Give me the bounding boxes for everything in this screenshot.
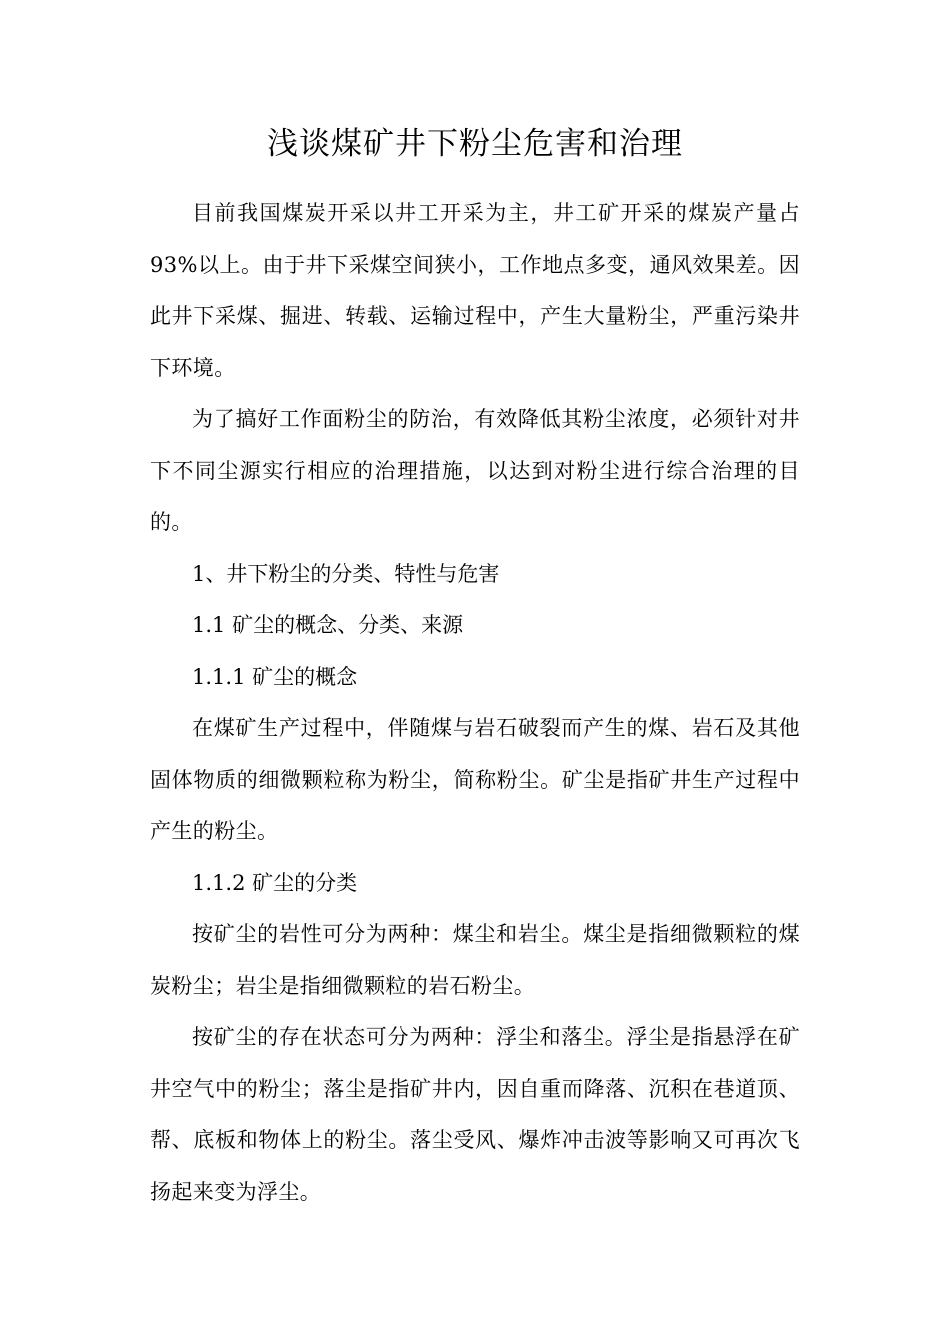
document-body <box>150 188 800 1218</box>
section-1-1-1-paragraph: 在煤矿生产过程中，伴随煤与岩石破裂而产生的煤、岩石及其他固体物质的细微颗粒称为粉尘，简称粉尘。矿尘是指矿井生产过程中产生的粉尘。 <box>150 716 800 843</box>
section-1-1-2-heading: 1.1.2 矿尘的分类 <box>192 870 358 895</box>
section-1-1-2-paragraph-1: 按矿尘的岩性可分为两种：煤尘和岩尘。煤尘是指细微颗粒的煤炭粉尘；岩尘是指细微颗粒的岩石粉尘。 <box>150 922 800 998</box>
section-1-1-heading: 1.1 矿尘的概念、分类、来源 <box>192 613 464 637</box>
intro-paragraph-2: 为了搞好工作面粉尘的防治，有效降低其粉尘浓度，必须针对井下不同尘源实行相应的治理措施，以达到对粉尘进行综合治理的目的。 <box>150 407 800 534</box>
section-1-1-1-heading: 1.1.1 矿尘的概念 <box>192 664 358 689</box>
section-1-1-2-paragraph-2: 按矿尘的存在状态可分为两种：浮尘和落尘。浮尘是指悬浮在矿井空气中的粉尘；落尘是指矿井内，因自重而降落、沉积在巷道顶、帮、底板和物体上的粉尘。落尘受风、爆炸冲击波等影响又可再次飞扬起来变为浮尘。 <box>150 1025 800 1204</box>
document-title: 浅谈煤矿井下粉尘危害和治理 <box>267 126 683 162</box>
intro-paragraph-1: 目前我国煤炭开采以井工开采为主，井工矿开采的煤炭产量占93%以上。由于井下采煤空间狭小，工作地点多变，通风效果差。因此井下采煤、掘进、转载、运输过程中，产生大量粉尘，严重污染井下环境。 <box>150 201 800 380</box>
section-1-heading: 1、井下粉尘的分类、特性与危害 <box>192 561 500 586</box>
